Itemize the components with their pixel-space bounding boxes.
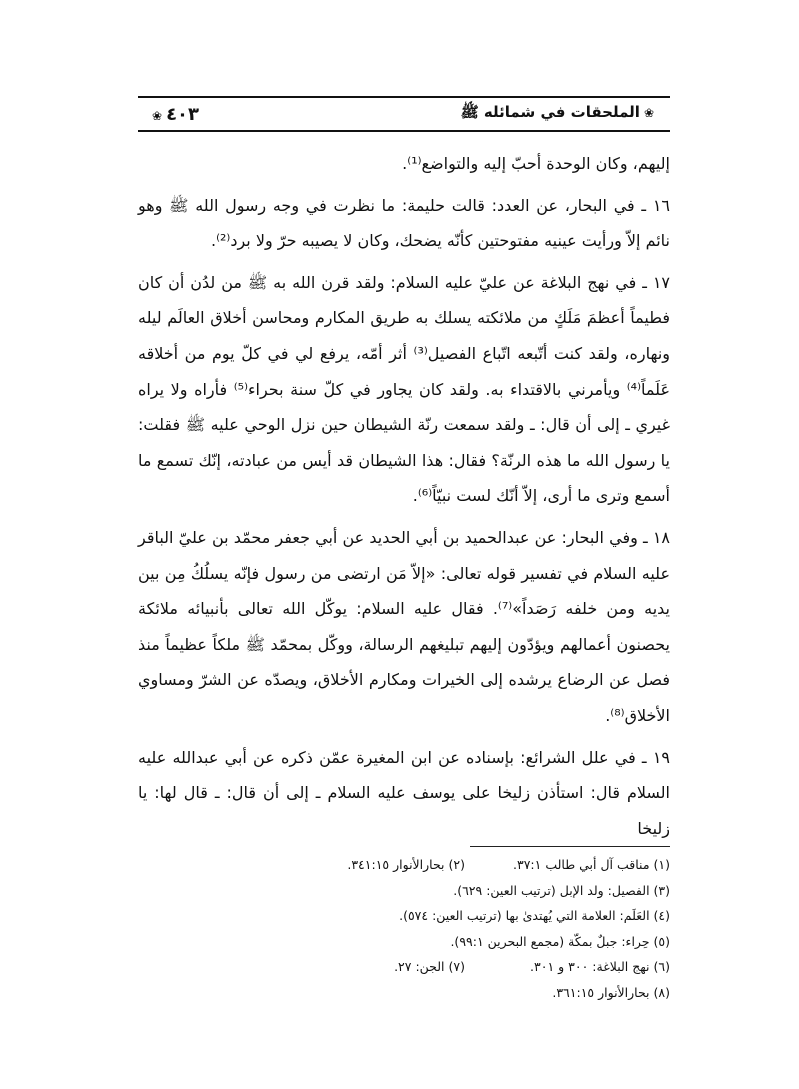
footnote-row	[138, 903, 670, 929]
footnote: (١) مناقب آل أبي طالب ٣٧:١.	[513, 857, 670, 872]
page-number: ٤٠٣ ❀	[148, 104, 199, 125]
running-header	[138, 96, 670, 132]
footnote: (٥) حِراء: جبلٌ بمكّة (مجمع البحرين ٩٩:١).	[450, 933, 670, 949]
footnote: (٦) نهج البلاغة: ٣٠٠ و ٣٠١.	[530, 959, 670, 974]
footnotes	[138, 852, 670, 1005]
footnote-row	[138, 929, 670, 955]
footnote-divider	[470, 846, 670, 847]
footnote: (٣) الفصيل: ولد الإبل (ترتيب العين: ٦٢٩).	[453, 882, 670, 898]
header-title: ❀ الملحقات في شمائله ﷺ	[461, 103, 658, 125]
footnote: (٨) بحارالأنوار ٣٦١:١٥.	[552, 984, 670, 1000]
footnote: (٧) الجن: ٢٧.	[394, 959, 465, 974]
paragraph: ١٧ ـ في نهج البلاغة عن عليّ عليه السلام: ولقد قرن الله به ﷺ من لدُن أن كان فطيماً أعظمَ مَلَكٍ من ملائكته يسلك به طريق المكارم ومحاسن أخلاق العالَم ليله ونهاره، ولقد كنت أتّبعه اتّباع الفصيل⁽³⁾ أثر أمّه، يرفع لي في كلّ يوم من أخلاقه عَلَماً⁽⁴⁾ ويأمرني بالاقتداء به. ولقد كان يجاور في كلّ سنة بحراء⁽⁵⁾ فأراه ولا يراه غيري ـ إلى أن قال: ـ ولقد سمعت رنّة الشيطان حين نزل الوحي عليه ﷺ فقلت: يا رسول الله ما هذه الرنّة؟ فقال: هذا الشيطان قد أيس من عبادته، إنّك تسمع ما أسمع وترى ما أرى، إلاّ أنّك لست نبيّاً⁽⁶⁾.	[138, 272, 671, 506]
main-text	[138, 146, 670, 836]
footnote-row	[138, 954, 670, 980]
footnote: (٢) بحارالأنوار ٣٤١:١٥.	[347, 857, 465, 872]
footnote-row	[138, 852, 670, 878]
footnote-row	[138, 980, 670, 1006]
paragraph: ١٦ ـ في البحار، عن العدد: قالت حليمة: ما نظرت في وجه رسول الله ﷺ وهو نائم إلاّ ورأيت عينيه مفتوحتين كأنّه يضحك، وكان لا يصيبه حرّ ولا برد⁽²⁾.	[138, 195, 670, 251]
paragraph: ١٨ ـ وفي البحار: عن عبدالحميد بن أبي الحديد عن أبي جعفر محمّد بن عليّ الباقر عليه السلام في تفسير قوله تعالى: «إلاّ مَن ارتضى من رسول فإنّه يسلُكُ مِن بين يديه ومن خلفه رَصَداً»⁽⁷⁾. فقال عليه السلام: يوكّل الله تعالى بأنبيائه ملائكة يحصنون أعمالهم ويؤدّون إليهم تبليغهم الرسالة، ووكّل بمحمّد ﷺ ملكاً عظيماً منذ فصل عن الرضاع يرشده إلى الخيرات ومكارم الأخلاق، ويصدّه عن الشرّ ومساوي الأخلاق⁽⁸⁾.	[138, 527, 670, 725]
footnote: (٤) العَلَم: العلامة التي يُهتدىٰ بها (ترتيب العين: ٥٧٤).	[399, 908, 670, 923]
paragraph: ١٩ ـ في علل الشرائع: بإسناده عن ابن المغيرة عمّن ذكره عن أبي عبدالله عليه السلام قال: استأذن زليخا على يوسف عليه السلام ـ إلى أن قال: ـ قال لها: يا زليخا	[138, 747, 670, 838]
footnote-row	[138, 878, 670, 904]
paragraph: إليهم، وكان الوحدة أحبّ إليه والتواضع⁽¹⁾.	[402, 154, 670, 173]
